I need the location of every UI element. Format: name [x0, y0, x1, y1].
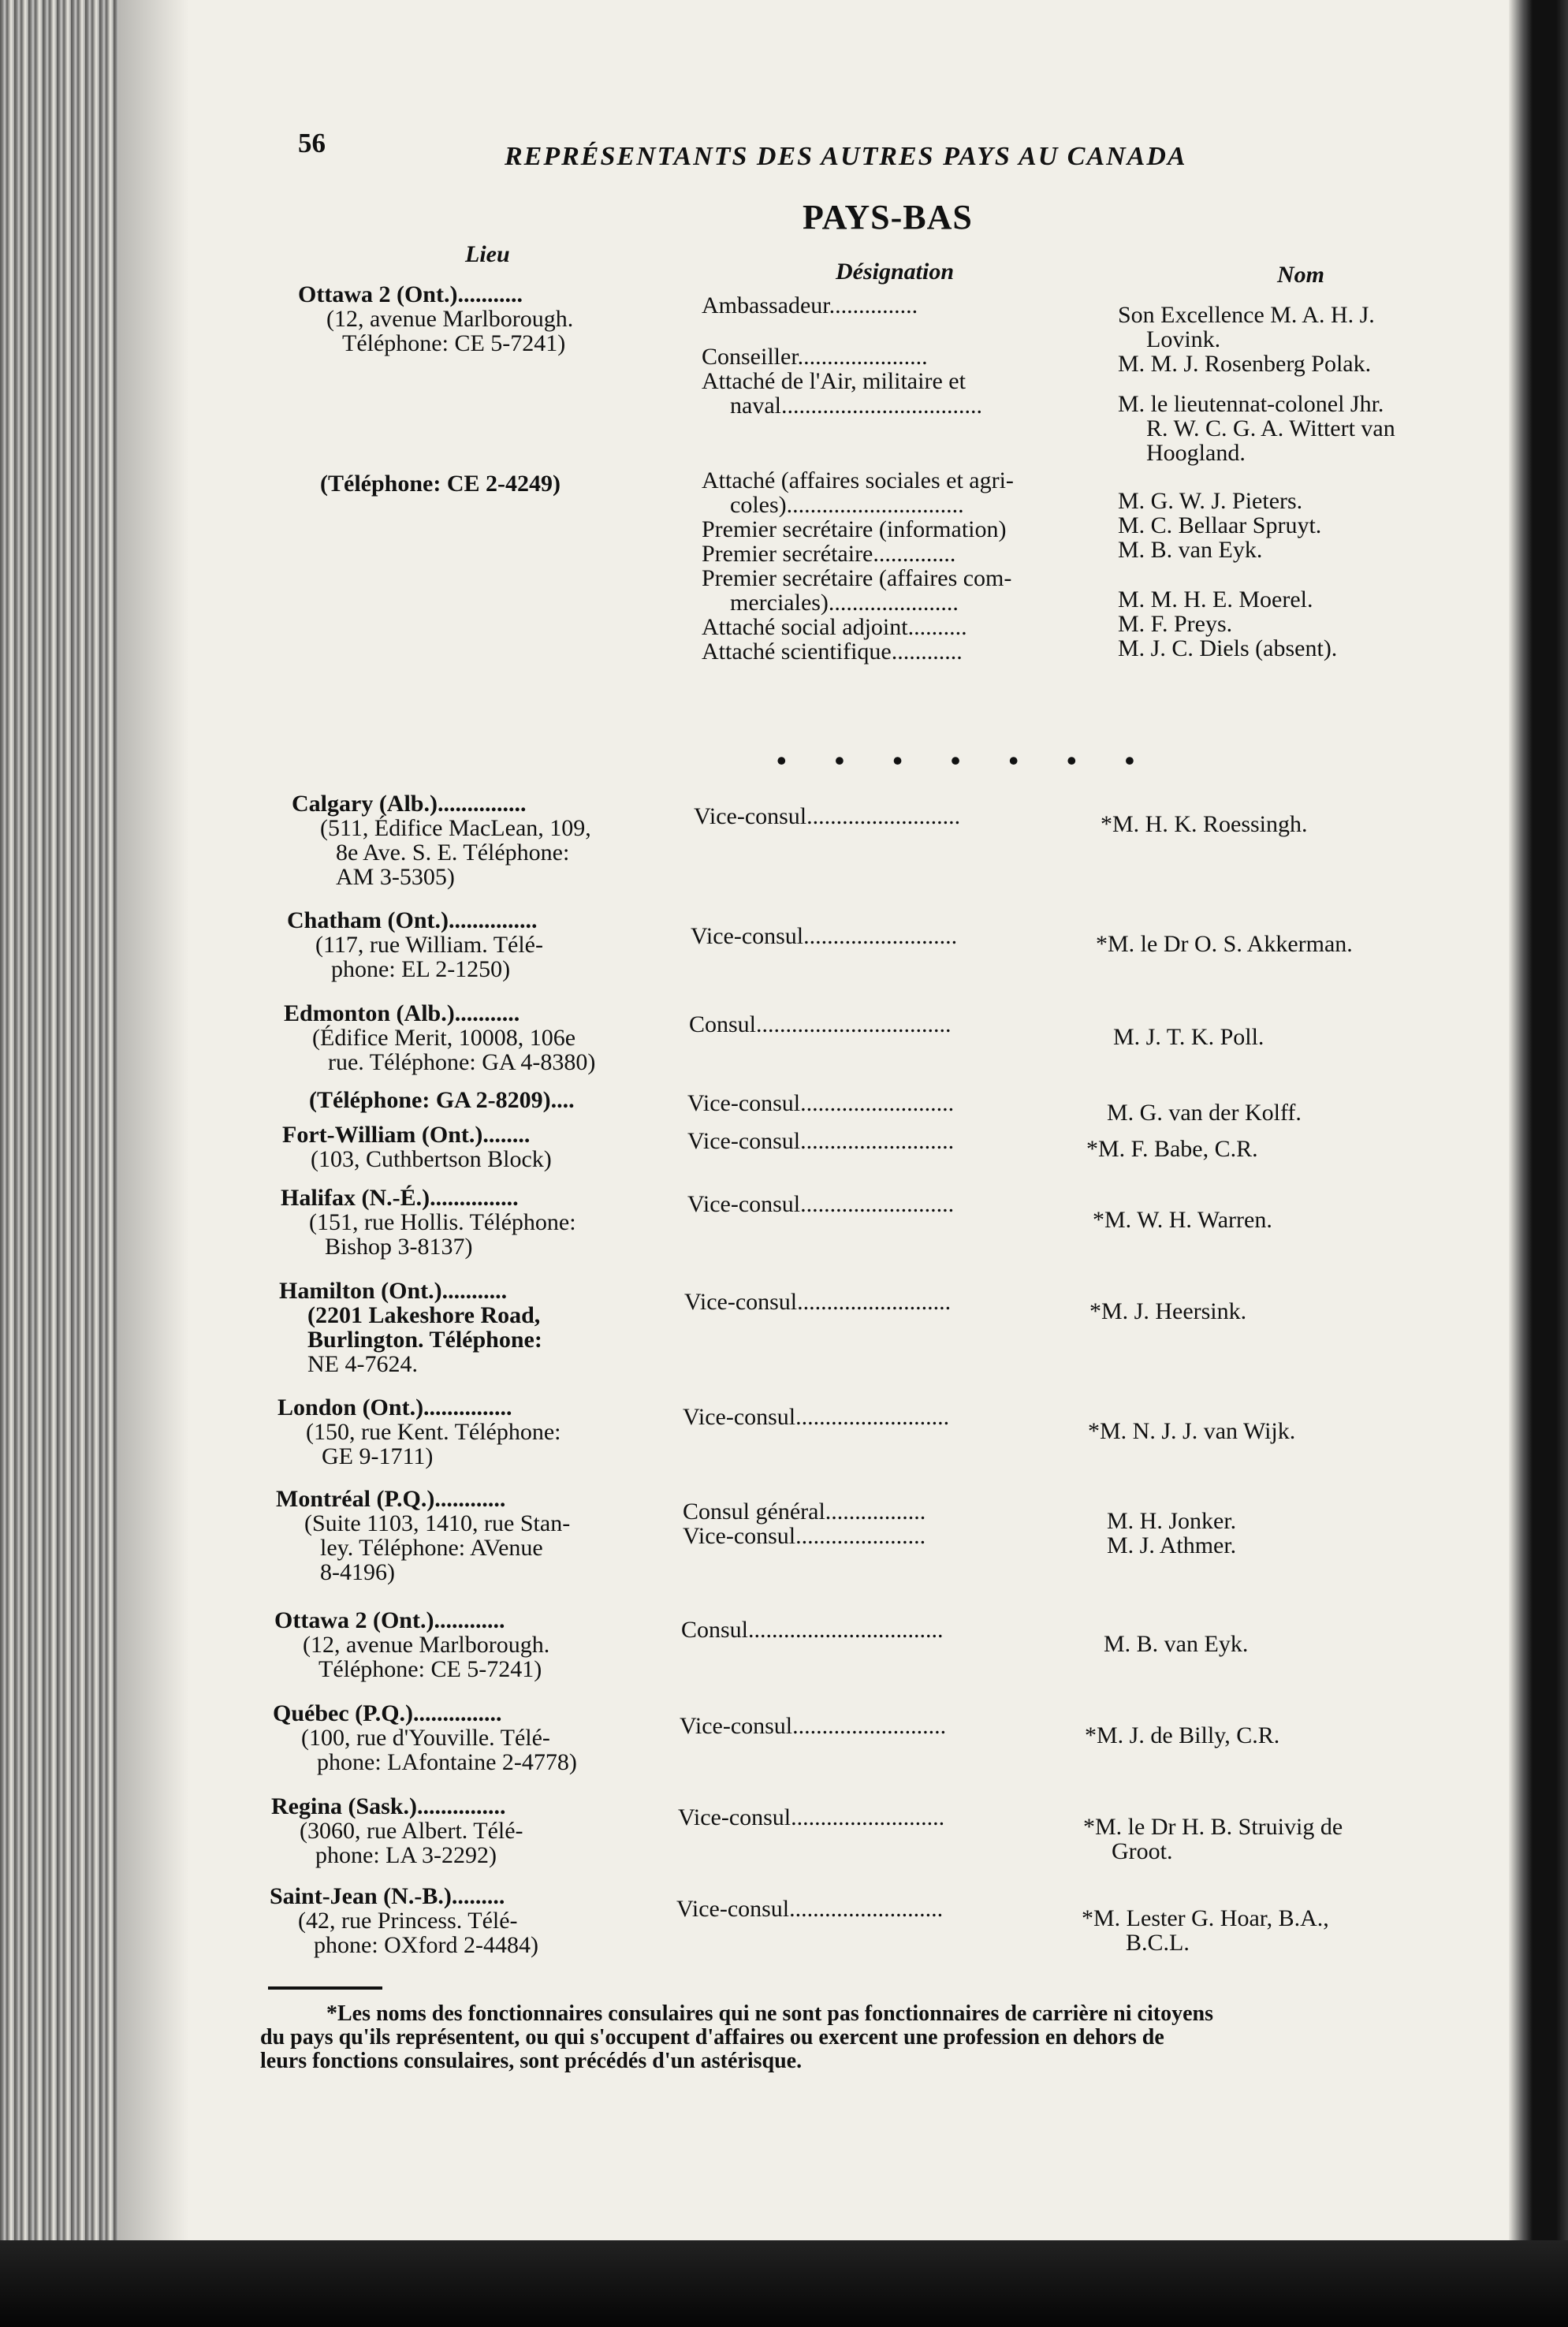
designation-line: merciales)...................... [730, 590, 959, 616]
place-line: (117, rue William. Télé- [315, 932, 543, 958]
consulate-montreal-place [276, 1487, 570, 1584]
name-line: M. M. H. E. Moerel. [1118, 586, 1313, 612]
place-line: Halifax (N.-É.)............... [281, 1185, 519, 1211]
place-line: Fort-William (Ont.)........ [282, 1122, 531, 1148]
place-line: (12, avenue Marlborough. [303, 1632, 550, 1658]
page-number: 56 [298, 128, 326, 158]
name-line: M. M. J. Rosenberg Polak. [1118, 351, 1372, 377]
place-line: phone: EL 2-1250) [331, 956, 511, 982]
consulate-saintjean-name [1082, 1906, 1329, 1955]
place-line: Téléphone: CE 5-7241) [318, 1656, 542, 1682]
place-line: phone: LAfontaine 2-4778) [317, 1749, 577, 1775]
embassy-place-line: (12, avenue Marlborough. [326, 306, 574, 332]
name-line: Groot. [1112, 1838, 1173, 1864]
embassy-names [1118, 303, 1395, 661]
country-heading: PAYS-BAS [803, 198, 973, 236]
consulate-saintjean-place [270, 1884, 538, 1957]
place-line: Québec (P.Q.)............... [273, 1700, 502, 1726]
consulate-halifax-name: *M. W. H. Warren. [1093, 1207, 1272, 1233]
place-line: Montréal (P.Q.)............ [276, 1486, 506, 1512]
consulate-ottawa-name: M. B. van Eyk. [1104, 1631, 1249, 1657]
place-line: (3060, rue Albert. Télé- [300, 1818, 523, 1844]
place-line: Calgary (Alb.)............... [292, 791, 527, 817]
consulate-chatham-name: *M. le Dr O. S. Akkerman. [1096, 931, 1353, 957]
designation-line: Attaché social adjoint.......... [702, 614, 967, 640]
designation-line: Premier secrétaire (information) [702, 516, 1007, 542]
consulate-calgary-name: *M. H. K. Roessingh. [1101, 811, 1308, 837]
section-separator: • • • • • • • [777, 745, 1156, 776]
column-header-nom: Nom [1277, 262, 1324, 288]
designation-line: naval.................................. [730, 393, 982, 419]
name-line: M. H. Jonker. [1107, 1508, 1237, 1534]
consulate-regina-designation: Vice-consul.......................... [678, 1804, 945, 1830]
consulate-quebec-name: *M. J. de Billy, C.R. [1085, 1722, 1280, 1748]
consulate-ottawa-place [274, 1608, 549, 1681]
place-line: Hamilton (Ont.)........... [279, 1278, 508, 1304]
place-line: London (Ont.)............... [277, 1394, 512, 1420]
embassy-place-phone [320, 471, 561, 496]
place-line: (150, rue Kent. Téléphone: [306, 1419, 561, 1445]
designation-line: Premier secrétaire.............. [702, 541, 956, 567]
name-line: R. W. C. G. A. Wittert van [1146, 415, 1395, 441]
consulate-edmonton-name: M. J. T. K. Poll. [1113, 1024, 1264, 1050]
name-line: M. B. van Eyk. [1118, 537, 1263, 563]
embassy-place-line: Téléphone: CE 5-7241) [342, 330, 566, 356]
designation-line: Vice-consul...................... [683, 1523, 926, 1549]
name-line: *M. le Dr H. B. Struivig de [1083, 1814, 1343, 1840]
place-line: (42, rue Princess. Télé- [298, 1908, 518, 1934]
designation-line: Consul général................. [683, 1499, 926, 1525]
embassy-place-line: (Téléphone: CE 2-4249) [320, 471, 561, 497]
place-line: (511, Édifice MacLean, 109, [320, 815, 591, 841]
consulate-calgary-place [292, 791, 591, 889]
place-line: phone: OXford 2-4484) [314, 1932, 538, 1958]
place-line: Chatham (Ont.)............... [287, 907, 538, 933]
consulate-calgary-designation: Vice-consul.......................... [694, 803, 961, 829]
footnote-line: leurs fonctions consulaires, sont précédés d'un astérisque. [260, 2049, 803, 2073]
designation-line: coles).............................. [730, 492, 964, 518]
name-line: M. J. Athmer. [1107, 1532, 1237, 1558]
consulate-london-name: *M. N. J. J. van Wijk. [1088, 1418, 1296, 1444]
consulate-fortwilliam-name: *M. F. Babe, C.R. [1086, 1136, 1258, 1162]
designation-line: Attaché scientifique............ [702, 639, 963, 665]
consulate-edmonton-place [284, 1001, 595, 1074]
column-header-lieu: Lieu [465, 241, 510, 267]
consulate-edmonton-name2: M. G. van der Kolff. [1107, 1100, 1302, 1126]
place-line: phone: LA 3-2292) [315, 1842, 497, 1868]
consulate-quebec-place [273, 1701, 577, 1774]
consulate-quebec-designation: Vice-consul.......................... [680, 1713, 947, 1739]
place-line: Saint-Jean (N.-B.)......... [270, 1883, 505, 1909]
name-line: M. F. Preys. [1118, 611, 1233, 637]
name-line: Hoogland. [1146, 440, 1246, 466]
place-line: Burlington. Téléphone: [307, 1327, 542, 1353]
running-title: REPRÉSENTANTS DES AUTRES PAYS AU CANADA [505, 142, 1187, 171]
place-line: (151, rue Hollis. Téléphone: [309, 1209, 576, 1235]
name-line: M. G. W. J. Pieters. [1118, 488, 1303, 514]
name-line: M. le lieutennat-colonel Jhr. [1118, 391, 1384, 417]
consulate-london-place [277, 1395, 561, 1469]
place-line: AM 3-5305) [336, 864, 455, 890]
place-line: (103, Cuthbertson Block) [311, 1146, 552, 1172]
designation-line: Conseiller...................... [702, 344, 928, 370]
designation-line: Attaché (affaires sociales et agri- [702, 467, 1014, 493]
name-line: *M. Lester G. Hoar, B.A., [1082, 1905, 1329, 1931]
consulate-london-designation: Vice-consul.......................... [683, 1404, 950, 1430]
embassy-place [298, 282, 573, 356]
place-line: (Téléphone: GA 2-8209).... [309, 1087, 575, 1113]
designation-line: Attaché de l'Air, militaire et [702, 368, 966, 394]
footnote-line: du pays qu'ils représentent, ou qui s'occupent d'affaires ou exercent une profession en dehors de [260, 2025, 1164, 2050]
footnote-line: *Les noms des fonctionnaires consulaires qui ne sont pas fonctionnaires de carrière ni citoyens [326, 2001, 1213, 2026]
consulate-hamilton-name: *M. J. Heersink. [1089, 1298, 1247, 1324]
name-line: B.C.L. [1126, 1930, 1190, 1956]
place-line: 8-4196) [320, 1559, 395, 1585]
name-line: M. C. Bellaar Spruyt. [1118, 512, 1322, 538]
designation-line: Premier secrétaire (affaires com- [702, 565, 1012, 591]
place-line: NE 4-7624. [307, 1351, 418, 1377]
consulate-halifax-designation: Vice-consul.......................... [687, 1191, 955, 1217]
embassy-place-line: Ottawa 2 (Ont.)........... [298, 281, 523, 307]
place-line: (Suite 1103, 1410, rue Stan- [304, 1510, 571, 1536]
consulate-fortwilliam-designation: Vice-consul.......................... [687, 1128, 955, 1154]
consulate-hamilton-designation: Vice-consul.......................... [684, 1289, 952, 1315]
consulate-halifax-place [281, 1186, 576, 1259]
consulate-edmonton-place2 [309, 1088, 575, 1112]
consulate-fortwilliam-place [282, 1123, 552, 1171]
place-line: Ottawa 2 (Ont.)............ [274, 1607, 505, 1633]
consulate-montreal-name [1107, 1509, 1236, 1558]
place-line: (2201 Lakeshore Road, [307, 1302, 541, 1328]
column-header-designation: Désignation [836, 259, 955, 285]
designation-line: Ambassadeur............... [702, 292, 918, 318]
footnote-rule [268, 1986, 382, 1990]
embassy-designations [702, 293, 1014, 664]
place-line: (100, rue d'Youville. Télé- [301, 1725, 550, 1751]
consulate-saintjean-designation: Vice-consul.......................... [676, 1896, 944, 1922]
name-line: Son Excellence M. A. H. J. [1118, 302, 1375, 328]
place-line: Regina (Sask.)............... [271, 1793, 506, 1819]
consulate-chatham-designation: Vice-consul.......................... [691, 923, 958, 949]
place-line: rue. Téléphone: GA 4-8380) [328, 1049, 596, 1075]
consulate-regina-place [271, 1794, 523, 1867]
consulate-chatham-place [287, 908, 543, 981]
name-line: M. J. C. Diels (absent). [1118, 635, 1338, 661]
consulate-hamilton-place [279, 1279, 542, 1376]
place-line: Bishop 3-8137) [325, 1234, 473, 1260]
name-line: Lovink. [1146, 326, 1221, 352]
place-line: ley. Téléphone: AVenue [320, 1535, 543, 1561]
place-line: GE 9-1711) [322, 1443, 434, 1469]
consulate-regina-name [1083, 1815, 1343, 1863]
footnote [260, 2002, 1458, 2073]
place-line: Edmonton (Alb.)........... [284, 1000, 520, 1026]
place-line: 8e Ave. S. E. Téléphone: [336, 840, 570, 866]
consulate-edmonton-designation: Consul................................. [689, 1011, 952, 1037]
consulate-ottawa-designation: Consul................................. [681, 1617, 944, 1643]
place-line: (Édifice Merit, 10008, 106e [312, 1025, 576, 1051]
consulate-montreal-designation [683, 1499, 926, 1548]
consulate-edmonton-designation2: Vice-consul.......................... [687, 1090, 955, 1116]
